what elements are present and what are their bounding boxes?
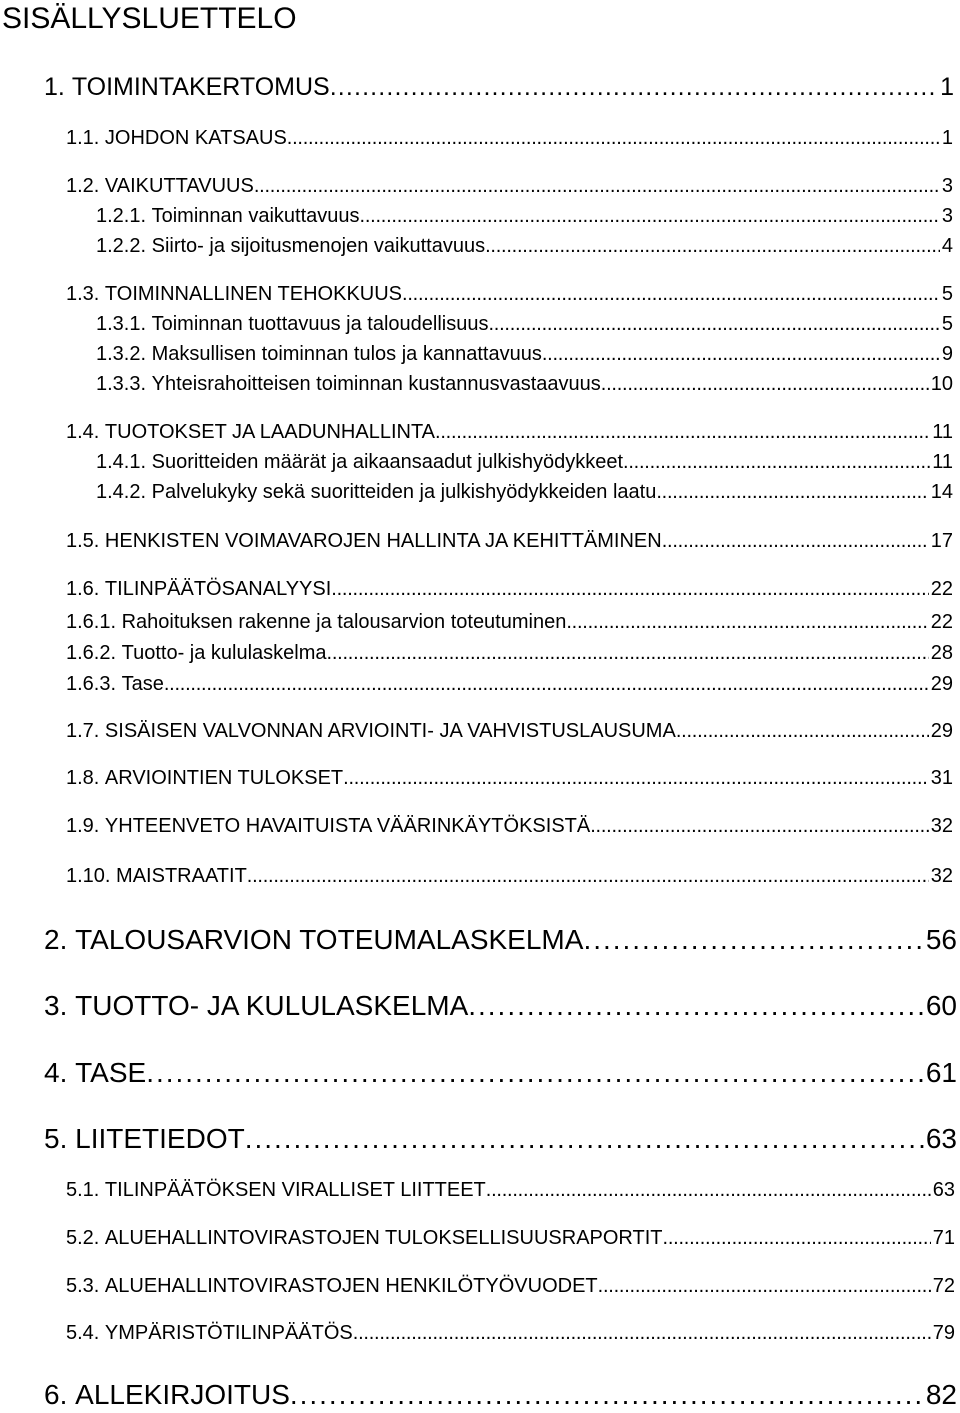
toc-entry-label: Palvelukyky sekä suoritteiden ja julkishyödykkeiden laatu [151, 481, 657, 503]
toc-entry-label: Toiminnan tuottavuus ja taloudellisuus [151, 313, 489, 335]
toc-entry-number: 5.1. [66, 1179, 100, 1201]
leader-dots [247, 865, 929, 888]
toc-entry-label: YMPÄRISTÖTILINPÄÄTÖS [104, 1322, 353, 1344]
toc-entry[interactable] [66, 1227, 955, 1251]
toc-entry-number: 1.7. [66, 720, 100, 742]
toc-entry-page: 22 [930, 578, 953, 600]
leader-dots [330, 73, 938, 102]
toc-entry-page: 28 [930, 642, 953, 664]
toc-entry-number: 1.5. [66, 530, 100, 552]
toc-entry-page: 61 [925, 1057, 957, 1088]
leader-dots [676, 720, 929, 743]
toc-entry[interactable] [66, 421, 953, 445]
toc-entry-page: 56 [925, 924, 957, 955]
leader-dots [601, 373, 929, 396]
toc-entry-label: ALUEHALLINTOVIRASTOJEN TULOKSELLISUUSRAPORTIT [104, 1227, 663, 1249]
toc-entry-number: 6. [44, 1379, 68, 1410]
toc-entry-label: Tase [121, 673, 164, 695]
toc-entry-number: 1. [44, 73, 65, 101]
toc-entry-page: 3 [941, 205, 953, 227]
toc-entry[interactable] [66, 720, 953, 744]
toc-entry-number: 1.3. [66, 283, 100, 305]
leader-dots [290, 1379, 924, 1411]
leader-dots [164, 673, 929, 696]
toc-entry-number: 1.2.2. [96, 235, 147, 257]
toc-entry-label: SISÄISEN VALVONNAN ARVIOINTI- JA VAHVISTUSLAUSUMA [104, 720, 676, 742]
toc-entry-label: TALOUSARVION TOTEUMALASKELMA [75, 924, 584, 955]
toc-entry[interactable] [96, 313, 953, 337]
toc-entry-label: Maksullisen toiminnan tulos ja kannattavuus [151, 343, 542, 365]
leader-dots [353, 1322, 931, 1345]
leader-dots [402, 283, 940, 306]
leader-dots [287, 127, 940, 150]
toc-entry-label: Suoritteiden määrät ja aikaansaadut julkishyödykkeet [151, 451, 623, 473]
toc-entry-label: Tuotto- ja kululaskelma [121, 642, 327, 664]
toc-entry[interactable] [66, 642, 953, 666]
toc-entry-label: ALLEKIRJOITUS [75, 1379, 290, 1410]
toc-entry-page: 17 [930, 530, 953, 552]
toc-entry-page: 79 [932, 1322, 955, 1344]
toc-entry-page: 32 [930, 815, 953, 837]
toc-entry[interactable] [66, 1179, 955, 1203]
toc-entry[interactable] [96, 235, 953, 259]
toc-entry-number: 1.1. [66, 127, 100, 149]
leader-dots [254, 175, 940, 198]
leader-dots [542, 343, 940, 366]
leader-dots [485, 235, 940, 258]
toc-entry[interactable] [96, 451, 953, 475]
leader-dots [327, 642, 929, 665]
toc-entry-page: 1 [940, 73, 954, 101]
toc-entry-page: 11 [932, 421, 953, 443]
toc-entry-page: 29 [930, 673, 953, 695]
toc-entry[interactable] [96, 205, 953, 229]
toc-entry-label: TILINPÄÄTÖSANALYYSI [104, 578, 332, 600]
toc-entry[interactable] [44, 73, 954, 103]
toc-entry-number: 1.6. [66, 578, 100, 600]
leader-dots [488, 313, 939, 336]
toc-entry-number: 1.6.1. [66, 611, 117, 633]
toc-entry-label: ALUEHALLINTOVIRASTOJEN HENKILÖTYÖVUODET [104, 1275, 598, 1297]
leader-dots [486, 1179, 931, 1202]
toc-entry-page: 5 [941, 283, 953, 305]
toc-entry-number: 1.4.2. [96, 481, 147, 503]
toc-entry-number: 2. [44, 924, 68, 955]
toc-entry-number: 1.3.1. [96, 313, 147, 335]
toc-entry-number: 1.3.2. [96, 343, 147, 365]
toc-entry-page: 11 [932, 451, 953, 473]
leader-dots [583, 924, 923, 956]
toc-entry[interactable] [66, 1275, 955, 1299]
leader-dots [360, 205, 940, 228]
toc-entry-page: 14 [930, 481, 953, 503]
leader-dots [468, 990, 924, 1022]
toc-entry-number: 1.2.1. [96, 205, 147, 227]
toc-entry-label: VAIKUTTAVUUS [104, 175, 254, 197]
toc-entry-label: Siirto- ja sijoitusmenojen vaikuttavuus [151, 235, 486, 257]
toc-entry-number: 1.8. [66, 767, 100, 789]
toc-entry[interactable] [96, 343, 953, 367]
toc-entry-number: 5. [44, 1123, 68, 1154]
leader-dots [656, 481, 928, 504]
toc-entry-label: YHTEENVETO HAVAITUISTA VÄÄRINKÄYTÖKSISTÄ [104, 815, 591, 837]
toc-entry-page: 4 [941, 235, 953, 257]
toc-entry[interactable] [66, 530, 953, 554]
leader-dots [245, 1123, 924, 1155]
toc-entry-number: 5.3. [66, 1275, 100, 1297]
toc-entry[interactable] [66, 175, 953, 199]
leader-dots [598, 1275, 931, 1298]
toc-entry-label: ARVIOINTIEN TULOKSET [104, 767, 344, 789]
leader-dots [566, 611, 928, 634]
toc-entry-number: 5.4. [66, 1322, 100, 1344]
toc-entry[interactable] [66, 283, 953, 307]
toc-entry-page: 82 [925, 1379, 957, 1410]
toc-entry-label: MAISTRAATIT [116, 865, 247, 887]
toc-entry-number: 3. [44, 990, 68, 1021]
toc-entry-page: 60 [925, 990, 957, 1021]
toc-entry-label: TOIMINTAKERTOMUS [71, 73, 330, 101]
toc-entry[interactable] [66, 127, 953, 151]
toc-entry[interactable] [96, 481, 953, 505]
toc-entry[interactable] [66, 815, 953, 839]
toc-entry[interactable] [66, 1322, 955, 1346]
toc-entry[interactable] [44, 1123, 957, 1157]
toc-entry-label: Yhteisrahoitteisen toiminnan kustannusvastaavuus [151, 373, 601, 395]
toc-entry-page: 1 [941, 127, 953, 149]
toc-entry-label: TUOTTO- JA KULULASKELMA [75, 990, 469, 1021]
toc-entry[interactable] [66, 673, 953, 697]
toc-entry[interactable] [44, 1057, 957, 1091]
toc-entry-page: 32 [930, 865, 953, 887]
leader-dots [435, 421, 930, 444]
toc-entry-page: 9 [941, 343, 953, 365]
toc-entry-number: 1.6.2. [66, 642, 117, 664]
toc-entry-page: 63 [925, 1123, 957, 1154]
toc-entry[interactable] [44, 990, 957, 1024]
toc-entry[interactable] [96, 373, 953, 397]
toc-entry-page: 29 [930, 720, 953, 742]
toc-entry-label: LIITETIEDOT [75, 1123, 245, 1154]
leader-dots [590, 815, 929, 838]
toc-entry-label: TILINPÄÄTÖKSEN VIRALLISET LIITTEET [104, 1179, 486, 1201]
toc-entry-page: 5 [941, 313, 953, 335]
leader-dots [662, 530, 929, 553]
toc-entry-number: 1.9. [66, 815, 100, 837]
toc-entry-page: 72 [932, 1275, 955, 1297]
toc-title: SISÄLLYSLUETTELO [2, 2, 297, 35]
toc-entry-label: JOHDON KATSAUS [104, 127, 287, 149]
leader-dots [331, 578, 928, 601]
toc-entry-number: 1.3.3. [96, 373, 147, 395]
toc-entry-number: 5.2. [66, 1227, 100, 1249]
toc-entry-label: TUOTOKSET JA LAADUNHALLINTA [104, 421, 436, 443]
toc-entry-number: 1.6.3. [66, 673, 117, 695]
toc-entry-page: 71 [932, 1227, 955, 1249]
toc-entry-number: 1.4.1. [96, 451, 147, 473]
toc-entry[interactable] [44, 1379, 957, 1413]
leader-dots [146, 1057, 924, 1089]
leader-dots [663, 1227, 931, 1250]
toc-entry-page: 10 [930, 373, 953, 395]
toc-entry-number: 4. [44, 1057, 68, 1088]
toc-entry-label: Toiminnan vaikuttavuus [151, 205, 360, 227]
toc-entry[interactable] [44, 924, 957, 958]
toc-entry-page: 31 [930, 767, 953, 789]
toc-entry[interactable] [66, 611, 953, 635]
toc-entry-number: 1.4. [66, 421, 100, 443]
toc-entry-label: HENKISTEN VOIMAVAROJEN HALLINTA JA KEHITTÄMINEN [104, 530, 662, 552]
toc-entry[interactable] [66, 767, 953, 791]
toc-entry-label: Rahoituksen rakenne ja talousarvion toteutuminen [121, 611, 567, 633]
toc-entry-label: TASE [75, 1057, 147, 1088]
toc-entry-label: TOIMINNALLINEN TEHOKKUUS [104, 283, 403, 305]
toc-entry-page: 3 [941, 175, 953, 197]
leader-dots [343, 767, 929, 790]
toc-entry[interactable] [66, 578, 953, 602]
toc-entry-number: 1.2. [66, 175, 100, 197]
leader-dots [623, 451, 930, 474]
toc-entry-page: 63 [932, 1179, 955, 1201]
toc-entry-page: 22 [930, 611, 953, 633]
toc-entry[interactable] [66, 865, 953, 889]
toc-entry-number: 1.10. [66, 865, 111, 887]
